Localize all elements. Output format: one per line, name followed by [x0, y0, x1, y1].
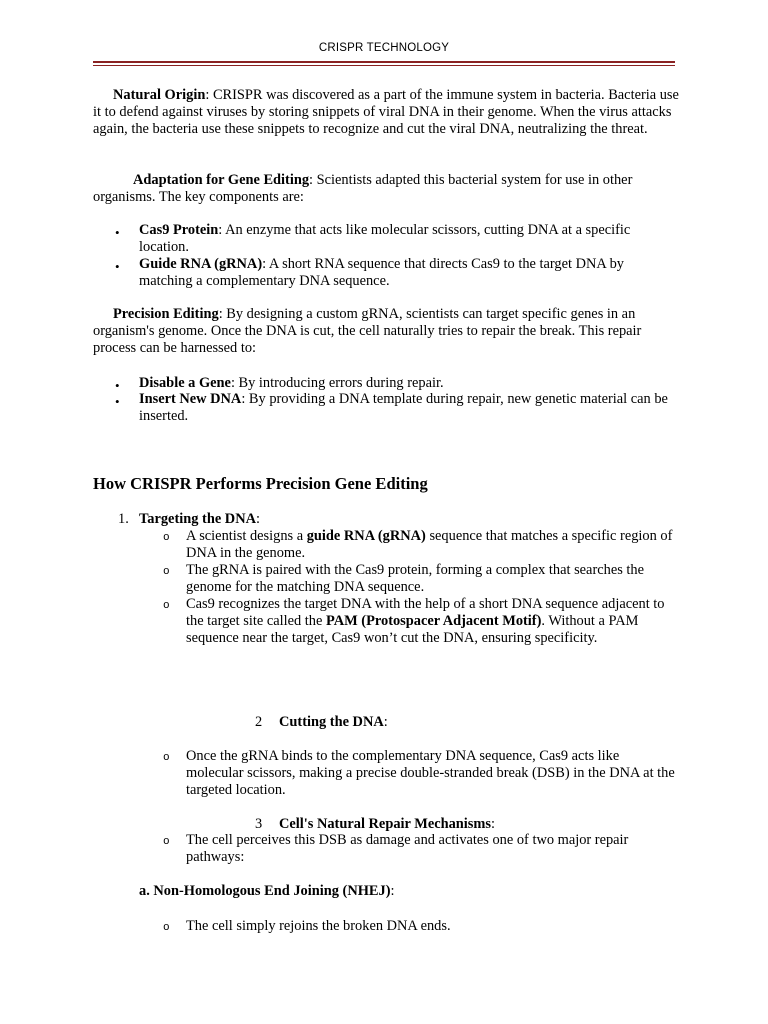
sub-bullet-icon: o: [163, 600, 170, 612]
page-header: CRISPR TECHNOLOGY: [318, 42, 450, 54]
insert-dna-text: : By providing a DNA template during repair, new genetic material can be inserted.: [139, 391, 668, 424]
bullet-icon: •: [115, 225, 120, 240]
step1-item: [186, 596, 676, 647]
paragraph-precision-editing: [93, 306, 683, 357]
sub-bullet-icon: o: [163, 836, 170, 848]
step2-colon: :: [383, 714, 388, 730]
list-item-cas9: [139, 222, 679, 256]
section-heading: How CRISPR Performs Precision Gene Editing: [93, 474, 428, 493]
precision-text: : By designing a custom gRNA, scientists can target specific genes in an organism's genome. Once the DNA is cut, the cell naturally tries to repair the break. This repair process can be harnessed to:: [93, 306, 642, 356]
step3-colon: :: [490, 816, 495, 832]
disable-gene-label: Disable a Gene: [139, 375, 231, 391]
header-rule-thick: [93, 61, 675, 63]
step1-item-bold: guide RNA (gRNA): [306, 528, 426, 544]
bullet-icon: •: [115, 259, 120, 274]
step3-item: The cell perceives this DSB as damage and activates one of two major repair pathways:: [186, 832, 629, 865]
nhej-label: a. Non-Homologous End Joining (NHEJ): [139, 883, 391, 899]
step3-label: Cell's Natural Repair Mechanisms: [279, 816, 491, 832]
step2-number: 2: [255, 714, 263, 730]
sub-bullet-icon: o: [163, 532, 170, 544]
natural-origin-label: Natural Origin: [113, 87, 206, 103]
header-rule-thin: [93, 65, 675, 66]
paragraph-natural-origin: [93, 87, 683, 138]
cas9-label: Cas9 Protein: [139, 222, 219, 238]
step3-heading: [279, 816, 619, 833]
step1-item-bold: PAM (Protospacer Adjacent Motif): [326, 613, 542, 629]
insert-dna-label: Insert New DNA: [139, 391, 242, 407]
list-item-disable-gene: [139, 375, 679, 392]
list-item-grna: [139, 256, 679, 290]
adaptation-label: Adaptation for Gene Editing: [133, 172, 310, 188]
nhej-item: The cell simply rejoins the broken DNA ends.: [186, 918, 451, 934]
bullet-icon: •: [115, 394, 120, 409]
bullet-icon: •: [115, 378, 120, 393]
grna-label: Guide RNA (gRNA): [139, 256, 263, 272]
step1-item-text: . Without a PAM sequence near the target, Cas9 won’t cut the DNA, ensuring specificity.: [186, 613, 639, 646]
sub-bullet-icon: o: [163, 922, 170, 934]
step1-item: [186, 528, 676, 562]
step1-item-text: sequence that matches a specific region of DNA in the genome.: [186, 528, 673, 561]
nhej-colon: :: [390, 883, 395, 899]
sub-bullet-icon: o: [163, 566, 170, 578]
step3-number: 3: [255, 816, 263, 832]
grna-text: : A short RNA sequence that directs Cas9 to the target DNA by matching a complementary DNA sequence.: [139, 256, 624, 289]
list-item-insert-dna: [139, 391, 679, 425]
step1-item: [186, 562, 676, 596]
natural-origin-text: : CRISPR was discovered as a part of the immune system in bacteria. Bacteria use it to defend against viruses by storing snippets of viral DNA in their genome. When the virus attacks again, the bacteria use these snippets to recognize and cut the viral DNA, neutralizing the threat.: [93, 87, 679, 137]
step1-item-text: The gRNA is paired with the Cas9 protein, forming a complex that searches the genome for the matching DNA sequence.: [186, 562, 644, 595]
step1-item-text: A scientist designs a: [186, 528, 307, 544]
precision-label: Precision Editing: [113, 306, 219, 322]
step2-heading: [279, 714, 579, 731]
cas9-text: : An enzyme that acts like molecular scissors, cutting DNA at a specific location.: [139, 222, 631, 255]
step1-item-text: Cas9 recognizes the target DNA with the help of a short DNA sequence adjacent to the target site called the: [186, 596, 665, 629]
disable-gene-text: : By introducing errors during repair.: [230, 375, 444, 391]
paragraph-adaptation: [93, 172, 683, 206]
sub-bullet-icon: o: [163, 752, 170, 764]
step2-label: Cutting the DNA: [279, 714, 384, 730]
step1-heading: [139, 511, 679, 528]
nhej-heading: [139, 883, 679, 900]
step1-colon: :: [256, 511, 260, 527]
step2-item: Once the gRNA binds to the complementary DNA sequence, Cas9 acts like molecular scissors, making a precise double-stranded break (DSB) in the DNA at the targeted location.: [186, 748, 675, 798]
adaptation-text: : Scientists adapted this bacterial system for use in other organisms. The key components are:: [93, 172, 633, 205]
step1-number: 1.: [118, 511, 129, 527]
step1-label: Targeting the DNA: [139, 511, 256, 527]
